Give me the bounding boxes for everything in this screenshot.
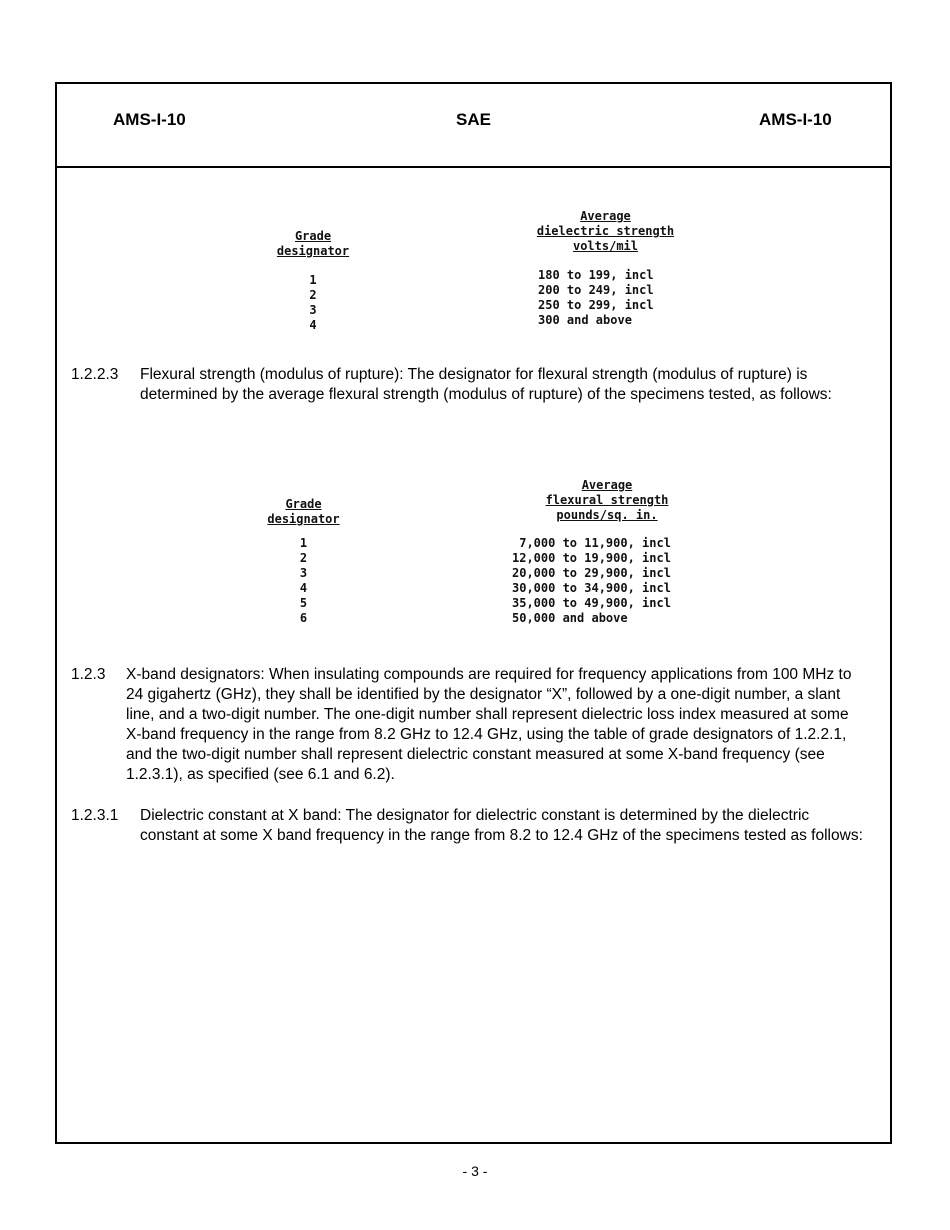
header-doc-id-left: AMS-I-10	[113, 110, 186, 129]
table1-value-header-3: volts/mil	[572, 239, 639, 253]
section-text: Dielectric constant at X band: The designator for dielectric constant is determined by the dielectric constant at some X band frequency in the range from 8.2 to 12.4 GHz of the specimens tested as follows:	[140, 807, 863, 844]
section-number: 1.2.3	[71, 666, 106, 683]
table2-value: 35,000 to 49,900, incl	[512, 596, 671, 610]
table2-grade: 3	[299, 566, 308, 580]
table2-value-column	[512, 478, 702, 626]
table1-value-header-2: dielectric strength	[536, 224, 675, 238]
table2-value: 7,000 to 11,900, incl	[512, 536, 671, 550]
table1-value: 200 to 249, incl	[538, 283, 654, 297]
table1-grade-header-1: Grade	[294, 229, 332, 243]
section-1-2-3-1	[71, 806, 866, 846]
section-text: X-band designators: When insulating compounds are required for frequency applications from 100 MHz to 24 gigahertz (GHz), they shall be identified by the designator “X”, followed by a one-digit number, a slant line, and a two-digit number. The one-digit number shall represent dielectric loss index measured at some X-band frequency in the range from 8.2 GHz to 12.4 GHz, using the table of grade designators of 1.2.2.1, and the two-digit number shall represent dielectric constant measured at some X-band frequency (see 1.2.3.1), as specified (see 6.1 and 6.2).	[126, 666, 852, 783]
table2-value: 12,000 to 19,900, incl	[512, 551, 671, 565]
table1-value: 180 to 199, incl	[538, 268, 654, 282]
table1-grade: 4	[309, 318, 317, 332]
page-border	[55, 82, 892, 1144]
table2-value: 20,000 to 29,900, incl	[512, 566, 671, 580]
table2-grade-header-1: Grade	[285, 497, 322, 511]
table2-value-header-2: flexural strength	[545, 493, 669, 507]
section-number: 1.2.3.1	[71, 807, 119, 824]
table2-value: 50,000 and above	[512, 611, 628, 625]
table2-value: 30,000 to 34,900, incl	[512, 581, 671, 595]
table1-grade: 3	[309, 303, 317, 317]
table1-grade: 1	[309, 273, 317, 287]
header-org: SAE	[456, 110, 491, 129]
table1-value: 250 to 299, incl	[538, 298, 654, 312]
page-number: - 3 -	[462, 1163, 488, 1179]
table2-value-header-1: Average	[581, 478, 633, 492]
table2-grade-header-2: designator	[267, 512, 340, 526]
table1-value-column	[528, 209, 683, 328]
table2-grade: 6	[299, 611, 308, 625]
header-divider	[55, 166, 892, 168]
table1-grade-column	[268, 229, 358, 333]
section-number: 1.2.2.3	[71, 366, 119, 383]
section-1-2-3	[71, 665, 866, 785]
table1-grade: 2	[309, 288, 317, 302]
section-1-2-2-3	[71, 365, 871, 405]
table2-grade-column	[256, 497, 351, 626]
table2-grade: 2	[299, 551, 308, 565]
table2-grade: 5	[299, 596, 308, 610]
table1-value: 300 and above	[538, 313, 632, 327]
section-text: Flexural strength (modulus of rupture): The designator for flexural strength (modulus of rupture) is determined by the average flexural strength (modulus of rupture) of the specimens tested, as follows:	[140, 366, 832, 403]
header-doc-id-right: AMS-I-10	[759, 110, 832, 129]
table2-value-header-3: pounds/sq. in.	[556, 508, 658, 522]
table1-value-header-1: Average	[580, 209, 631, 223]
table2-grade: 1	[299, 536, 308, 550]
table2-grade: 4	[299, 581, 308, 595]
table1-grade-header-2: designator	[276, 244, 350, 258]
